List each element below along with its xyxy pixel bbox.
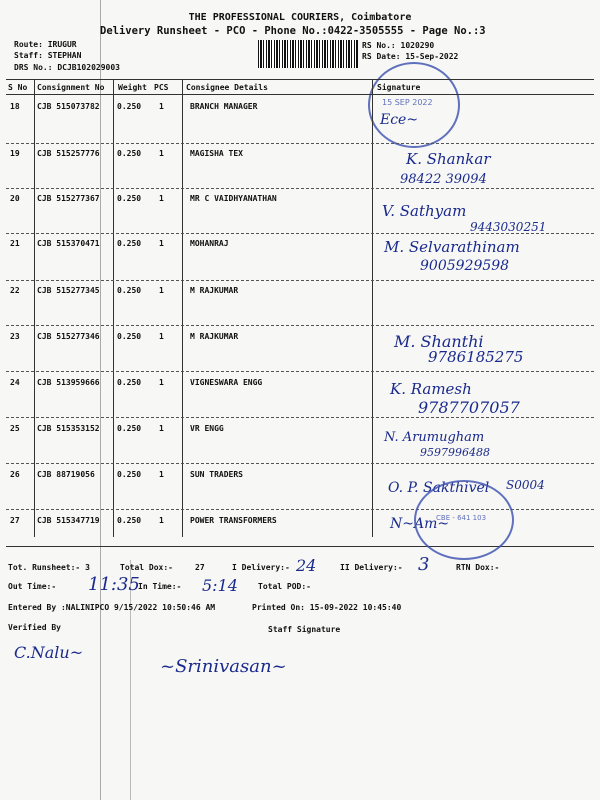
handwritten-name: K. Ramesh xyxy=(390,380,472,398)
row-pcs: 1 xyxy=(159,378,164,387)
row-weight: 0.250 xyxy=(117,378,142,387)
courier-stamp-bottom xyxy=(414,480,514,560)
barcode-image xyxy=(258,40,358,68)
out-time-handwritten: 11:35 xyxy=(88,574,140,595)
row-consignee: MR C VAIDHYANATHAN xyxy=(190,194,277,203)
row-sno: 23 xyxy=(10,332,20,341)
row-consignment: CJB 515277346 xyxy=(37,332,100,341)
col-header-consignment: Consignment No xyxy=(37,83,105,92)
rtn-dox-label: RTN Dox:- xyxy=(456,563,500,572)
row-sno: 20 xyxy=(10,194,20,203)
row-sno: 24 xyxy=(10,378,20,387)
i-delivery-label: I Delivery:- xyxy=(232,563,290,572)
row-consignment: CJB 515370471 xyxy=(37,239,100,248)
in-time-label: In Time:- xyxy=(138,582,182,591)
row-weight: 0.250 xyxy=(117,424,142,433)
row-sno: 21 xyxy=(10,239,20,248)
handwritten-phone: 9786185275 xyxy=(428,348,524,366)
handwritten-signature: N~Am~ xyxy=(390,516,450,532)
stamp-bottom-code: CBE - 641 103 xyxy=(436,514,487,522)
col-header-sno: S No xyxy=(8,83,28,92)
row-consignment: CJB 515277367 xyxy=(37,194,100,203)
row-divider xyxy=(6,325,594,326)
row-consignee: POWER TRANSFORMERS xyxy=(190,516,277,525)
row-weight: 0.250 xyxy=(117,332,142,341)
row-sno: 25 xyxy=(10,424,20,433)
col-header-pcs: PCS xyxy=(154,83,169,92)
i-delivery-handwritten: 24 xyxy=(296,556,317,575)
out-time-label: Out Time:- xyxy=(8,582,57,591)
row-consignment: CJB 515257776 xyxy=(37,149,100,158)
row-sno: 22 xyxy=(10,286,20,295)
row-weight: 0.250 xyxy=(117,516,142,525)
col-line-3 xyxy=(182,79,183,537)
row-pcs: 1 xyxy=(159,286,164,295)
col-line-4 xyxy=(372,79,373,537)
col-line-1 xyxy=(34,79,35,537)
row-pcs: 1 xyxy=(159,424,164,433)
left-fold-line xyxy=(100,0,101,800)
row-sno: 19 xyxy=(10,149,20,158)
handwritten-name: N. Arumugham xyxy=(384,430,485,445)
entered-by: Entered By :NALINIPCO 9/15/2022 10:50:46 AM xyxy=(8,603,216,612)
row-pcs: 1 xyxy=(159,332,164,341)
row-divider xyxy=(6,371,594,372)
company-title: THE PROFESSIONAL COURIERS, Coimbatore xyxy=(188,12,412,23)
row-divider xyxy=(6,280,594,281)
col-header-consignee: Consignee Details xyxy=(186,83,268,92)
table-top-border xyxy=(6,79,594,80)
row-pcs: 1 xyxy=(159,516,164,525)
rs-date: RS Date: 15-Sep-2022 xyxy=(362,52,459,61)
row-consignee: M RAJKUMAR xyxy=(190,332,239,341)
col-header-signature: Signature xyxy=(377,83,421,92)
in-time-handwritten: 5:14 xyxy=(202,576,238,595)
verified-by-label: Verified By xyxy=(8,623,61,632)
row-consignment: CJB 515353152 xyxy=(37,424,100,433)
row-weight: 0.250 xyxy=(117,102,142,111)
handwritten-name: K. Shankar xyxy=(406,150,491,168)
row-pcs: 1 xyxy=(159,102,164,111)
row-weight: 0.250 xyxy=(117,149,142,158)
total-pod-label: Total POD:- xyxy=(258,582,311,591)
handwritten-note: S0004 xyxy=(506,478,545,492)
staff-signature-label: Staff Signature xyxy=(268,625,341,634)
table-bottom-border xyxy=(6,546,594,547)
ii-delivery-handwritten: 3 xyxy=(418,554,430,575)
row-pcs: 1 xyxy=(159,470,164,479)
left-fold-line-2 xyxy=(130,560,131,800)
handwritten-phone: 9443030251 xyxy=(470,220,547,234)
handwritten-name: M. Selvarathinam xyxy=(384,238,520,256)
handwritten-name: V. Sathyam xyxy=(382,202,467,220)
row-consignee: M RAJKUMAR xyxy=(190,286,239,295)
row-divider xyxy=(6,143,594,144)
row-consignment: CJB 515073782 xyxy=(37,102,100,111)
row-consignment: CJB 515277345 xyxy=(37,286,100,295)
row-pcs: 1 xyxy=(159,239,164,248)
row-weight: 0.250 xyxy=(117,286,142,295)
handwritten-phone: 9005929598 xyxy=(420,258,510,274)
row-divider xyxy=(6,417,594,418)
handwritten-name: M. Shanthi xyxy=(394,332,484,351)
staff-label: Staff: STEPHAN xyxy=(14,51,82,60)
row-consignee: MOHANRAJ xyxy=(190,239,229,248)
handwritten-signature: Ece~ xyxy=(380,112,419,128)
staff-signature-scribble: ~Srinivasan~ xyxy=(160,656,287,677)
table-header-border xyxy=(6,94,594,95)
row-consignee: BRANCH MANAGER xyxy=(190,102,258,111)
ii-delivery-label: II Delivery:- xyxy=(340,563,403,572)
runsheet-subtitle: Delivery Runsheet - PCO - Phone No.:0422-3505555 - Page No.:3 xyxy=(100,25,486,37)
route-label: Route: IRUGUR xyxy=(14,40,77,49)
stamp-top-date: 15 SEP 2022 xyxy=(382,98,433,107)
row-sno: 26 xyxy=(10,470,20,479)
row-divider xyxy=(6,188,594,189)
row-weight: 0.250 xyxy=(117,470,142,479)
row-weight: 0.250 xyxy=(117,239,142,248)
col-line-2 xyxy=(113,79,114,537)
row-consignment: CJB 88719056 xyxy=(37,470,95,479)
row-divider xyxy=(6,463,594,464)
printed-on: Printed On: 15-09-2022 10:45:40 xyxy=(252,603,402,612)
handwritten-phone: 9597996488 xyxy=(420,446,490,459)
courier-stamp-top xyxy=(368,62,460,148)
total-runsheet: Tot. Runsheet:- 3 xyxy=(8,563,90,572)
rs-number: RS No.: 1020290 xyxy=(362,41,435,50)
row-pcs: 1 xyxy=(159,194,164,203)
total-dox-value: 27 xyxy=(195,563,205,572)
row-consignee: MAGISHA TEX xyxy=(190,149,243,158)
row-consignee: VIGNESWARA ENGG xyxy=(190,378,263,387)
row-consignment: CJB 513959666 xyxy=(37,378,100,387)
row-consignee: SUN TRADERS xyxy=(190,470,243,479)
col-header-weight: Weight xyxy=(118,83,147,92)
row-consignee: VR ENGG xyxy=(190,424,224,433)
drs-number: DRS No.: DCJB102029003 xyxy=(14,63,120,72)
row-consignment: CJB 515347719 xyxy=(37,516,100,525)
total-dox-label: Total Dox:- xyxy=(120,563,173,572)
row-sno: 27 xyxy=(10,516,20,525)
row-pcs: 1 xyxy=(159,149,164,158)
handwritten-name: O. P. Sakthivel xyxy=(388,480,490,496)
handwritten-phone: 98422 39094 xyxy=(400,172,487,187)
row-weight: 0.250 xyxy=(117,194,142,203)
handwritten-phone: 9787707057 xyxy=(418,398,520,417)
row-sno: 18 xyxy=(10,102,20,111)
verified-by-signature: C.Nalu~ xyxy=(14,643,84,662)
